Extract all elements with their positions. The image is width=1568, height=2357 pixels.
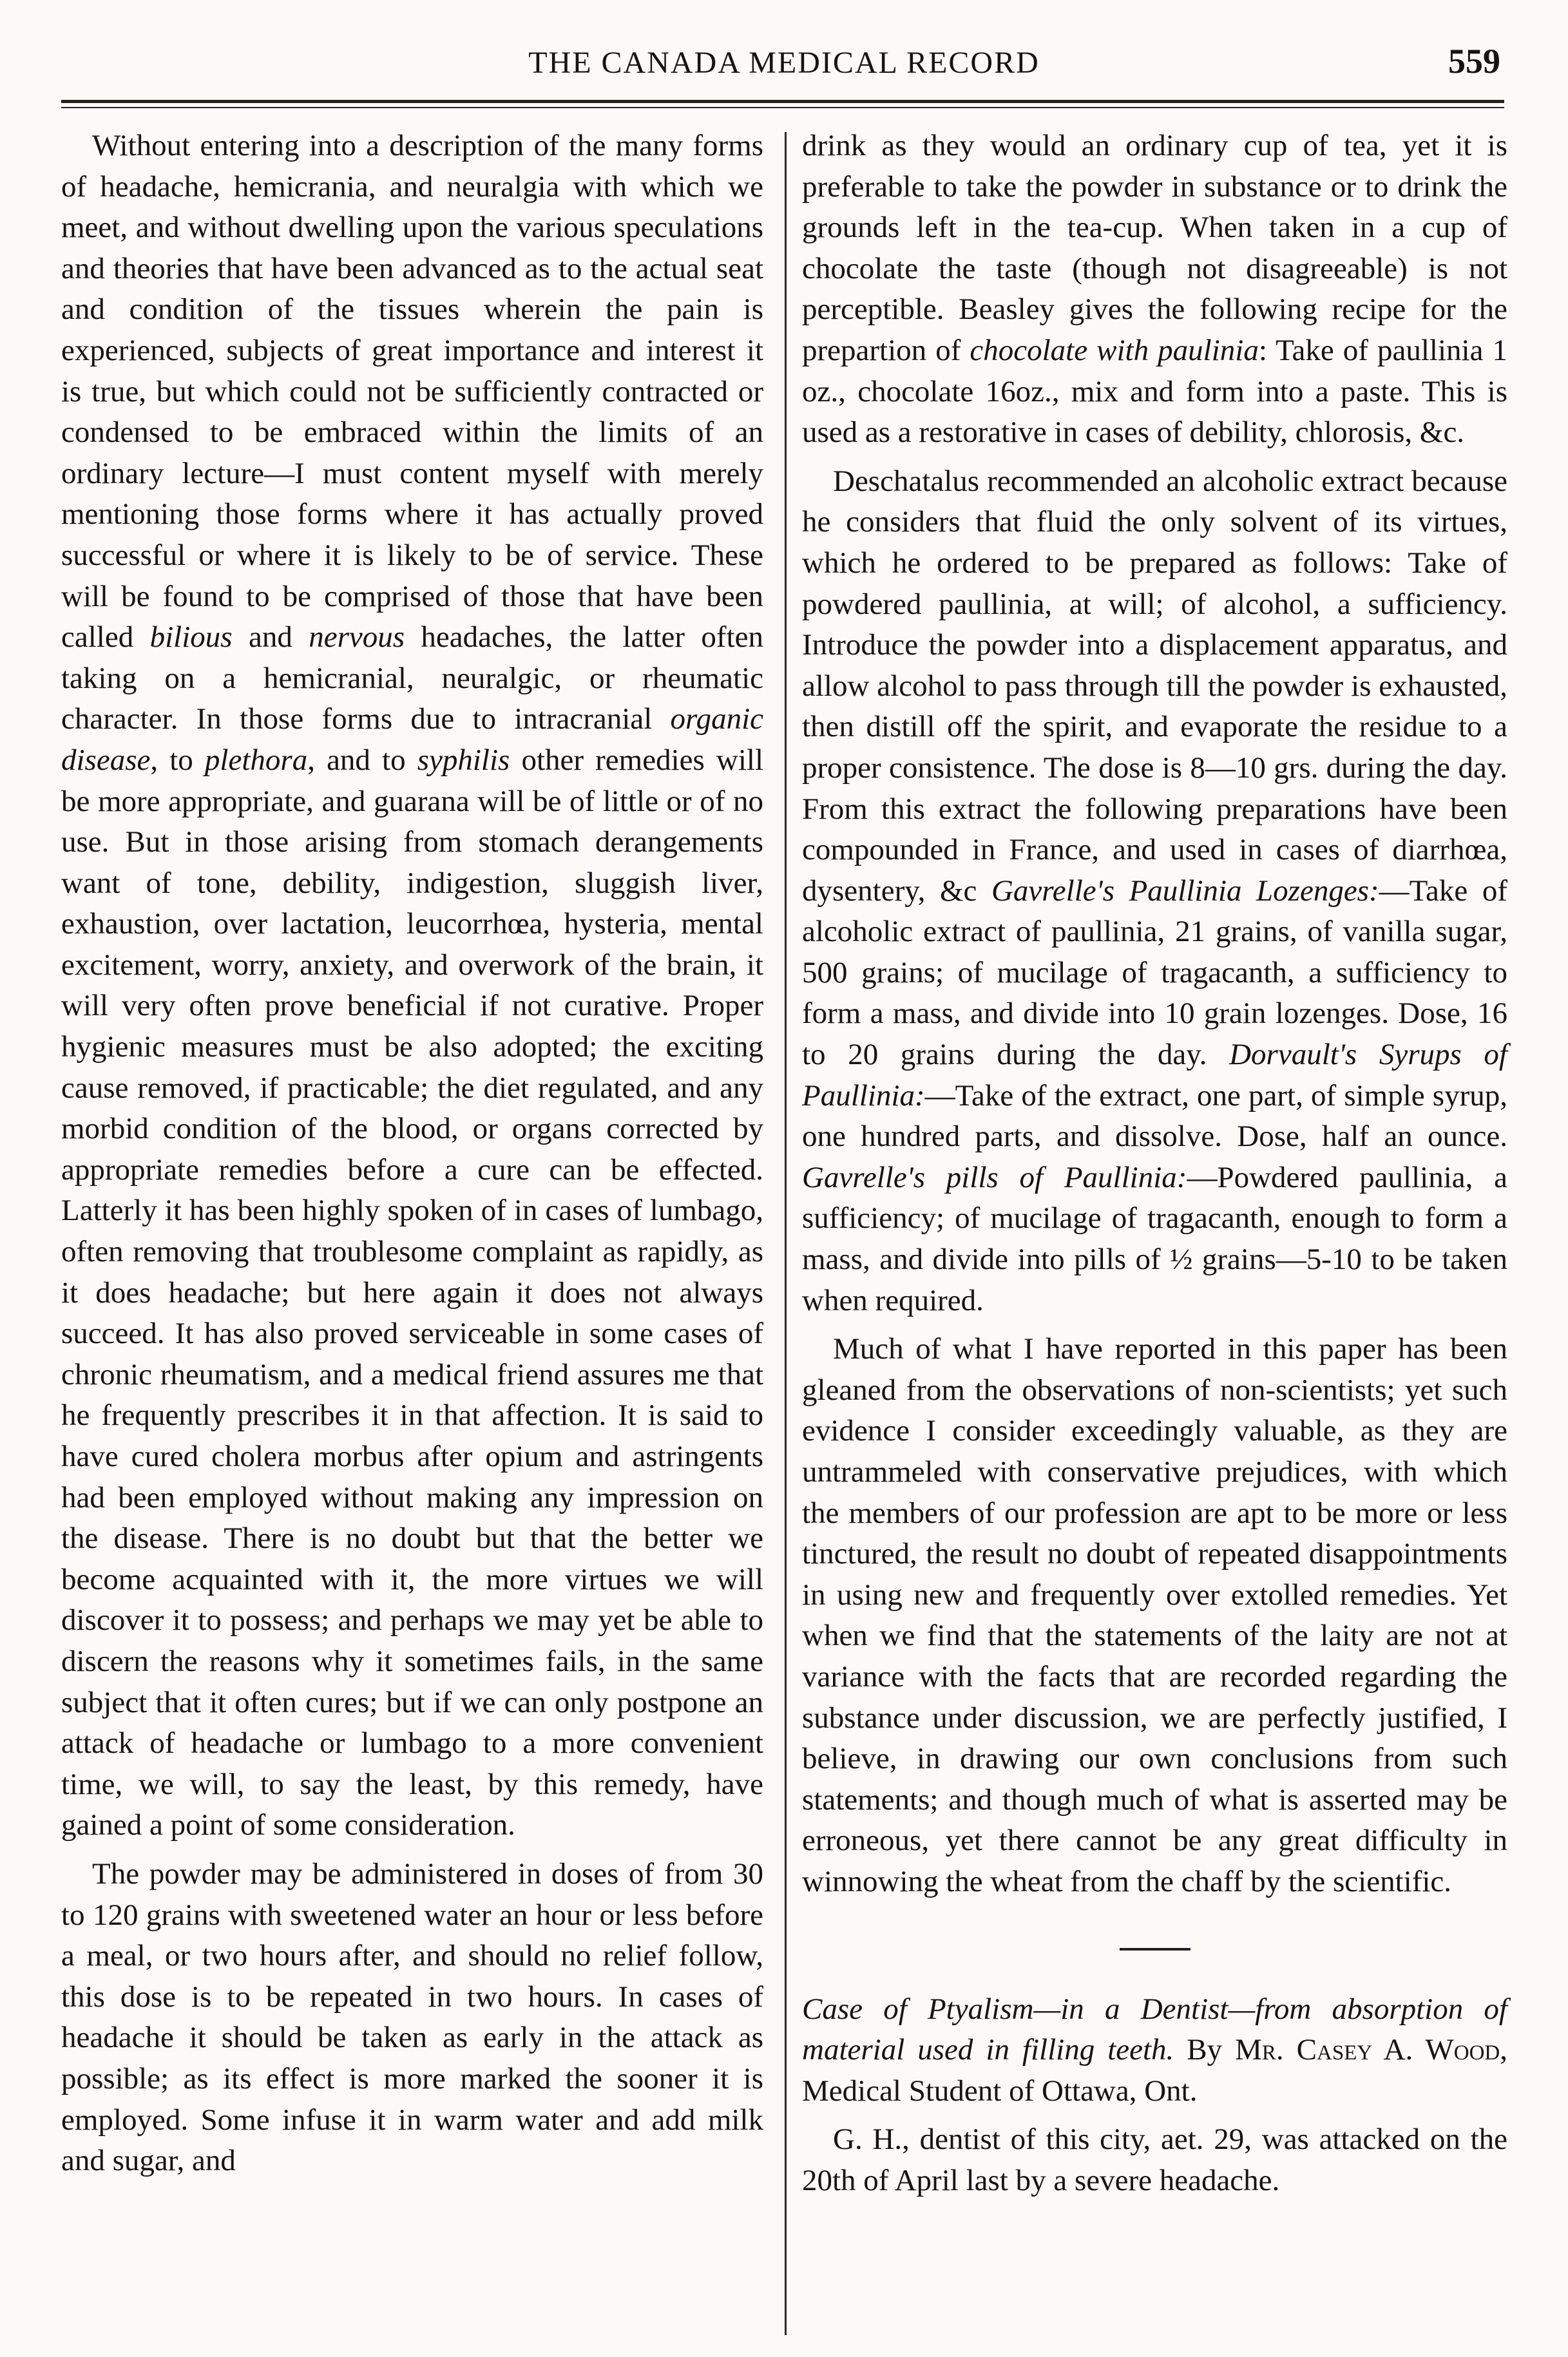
paragraph: Much of what I have reported in this paper has been gleaned from the observations of non-scientists; yet such evidence I consider exceedingly valuable, as they are untrammeled with conservative prejudices, with which the members of our profession are apt to be more or less tinctured, the result no doubt of repeated disappointments in using new and frequently over extolled remedies. Yet when we find that the statements of the laity are not at variance with the facts that are recorded regarding the substance under discussion, we are perfectly justified, I believe, in drawing our own conclusions from such statements; and though much of what is asserted may be erroneous, yet there cannot be any great difficulty in winnowing the wheat from the chaff by the scientific. — [802, 1332, 1507, 1898]
running-head: THE CANADA MEDICAL RECORD — [528, 46, 1040, 80]
paragraph: Deschatalus recommended an alcoholic extract because he considers that fluid the only solvent of its virtues, which he ordered to be prepared as follows: Take of powdered paullinia, at will; of alcohol, a sufficiency. Introduce the powder into a displacement apparatus, and allow alcohol to pass through till the powder is exhausted, then distill off the spirit, and evaporate the residue to a proper consistence. The dose is 8—10 grs. during the day. From this extract the following preparations have been compounded in France, and used in cases of diarrhœa, dysentery, &c Gavrelle's Paullinia Lozenges:—Take of alcoholic extract of paullinia, 21 grains, of vanilla sugar, 500 grains; of mucilage of tragacanth, a sufficiency to form a mass, and divide into 10 grain lozenges. Dose, 16 to 20 grains during the day. Dorvault's Syrups of Paullinia:—Take of the extract, one part, of simple syrup, one hundred parts, and dissolve. Dose, half an ounce. Gavrelle's pills of Paullinia:—Powdered paullinia, a sufficiency; of mucilage of tragacanth, enough to form a mass, and divide into pills of ½ grains—5-10 to be taken when required. — [802, 464, 1507, 1317]
right-column — [802, 126, 1507, 2342]
section-divider — [1120, 1948, 1190, 1951]
header-rule — [61, 100, 1504, 108]
paragraph: Without entering into a description of the many forms of headache, hemicrania, and neuralgia with which we meet, and without dwelling upon the various speculations and theories that have been advanced as to the actual seat and condition of the tissues wherein the pain is experienced, subjects of great importance and interest it is true, but which could not be sufficiently contracted or condensed to be embraced within the limits of an ordinary lecture—I must content myself with merely mentioning those forms where it has actually proved successful or where it is likely to be of service. These will be found to be comprised of those that have been called bilious and nervous headaches, the latter often taking on a hemicranial, neuralgic, or rheumatic character. In those forms due to intracranial organic disease, to plethora, and to syphilis other remedies will be more appropriate, and guarana will be of little or of no use. But in those arising from stomach derangements want of tone, debility, indigestion, sluggish liver, exhaustion, over lactation, leucorrhœa, hysteria, mental excitement, worry, anxiety, and overwork of the brain, it will very often prove beneficial if not curative. Proper hygienic measures must be also adopted; the exciting cause removed, if practicable; the diet regulated, and any morbid condition of the blood, or organs corrected by appropriate remedies before a cure can be effected. Latterly it has been highly spoken of in cases of lumbago, often removing that troublesome complaint as rapidly, as it does headache; but here again it does not always succeed. It has also proved serviceable in some cases of chronic rheumatism, and a medical friend assures me that he frequently prescribes it in that affection. It is said to have cured cholera morbus after opium and astringents had been employed without making any impression on the disease. There is no doubt but that the better we become acquainted with it, the more virtues we will discover it to possess; and perhaps we may yet be able to discern the reasons why it sometimes fails, in the same subject that it often cures; but if we can only postpone an attack of headache or lumbago to a more convenient time, we will, to say the least, by this remedy, have gained a point of some consideration. — [61, 129, 764, 1842]
page-header — [0, 0, 1568, 110]
paragraph: The powder may be administered in doses of from 30 to 120 grains with sweetened water an hour or less before a meal, or two hours after, and should no relief follow, this dose is to be repeated in two hours. In cases of headache it should be taken as early in the attack as possible; as its effect is more marked the sooner it is employed. Some infuse it in warm water and add milk and sugar, and — [61, 1856, 763, 2178]
left-column — [61, 126, 763, 2342]
page-number: 559 — [1448, 42, 1500, 81]
paragraph: G. H., dentist of this city, aet. 29, was attacked on the 20th of April last by a severe headache. — [802, 2123, 1507, 2197]
paragraph: drink as they would an ordinary cup of tea, yet it is preferable to take the powder in substance or to drink the grounds left in the tea-cup. When taken in a cup of chocolate the taste (though not disagreeable) is not perceptible. Beasley gives the following recipe for the prepartion of chocolate with paulinia: Take of paullinia 1 oz., chocolate 16oz., mix and form into a paste. This is used as a restorative in cases of debility, chlorosis, &c. — [802, 129, 1507, 450]
article-body — [61, 126, 1511, 2342]
case-report-title: Case of Ptyalism—in a Dentist—from absorption of material used in filling teeth. By Mr. Casey A. Wood, Medical Student of Ottawa, Ont. — [802, 1992, 1508, 2108]
